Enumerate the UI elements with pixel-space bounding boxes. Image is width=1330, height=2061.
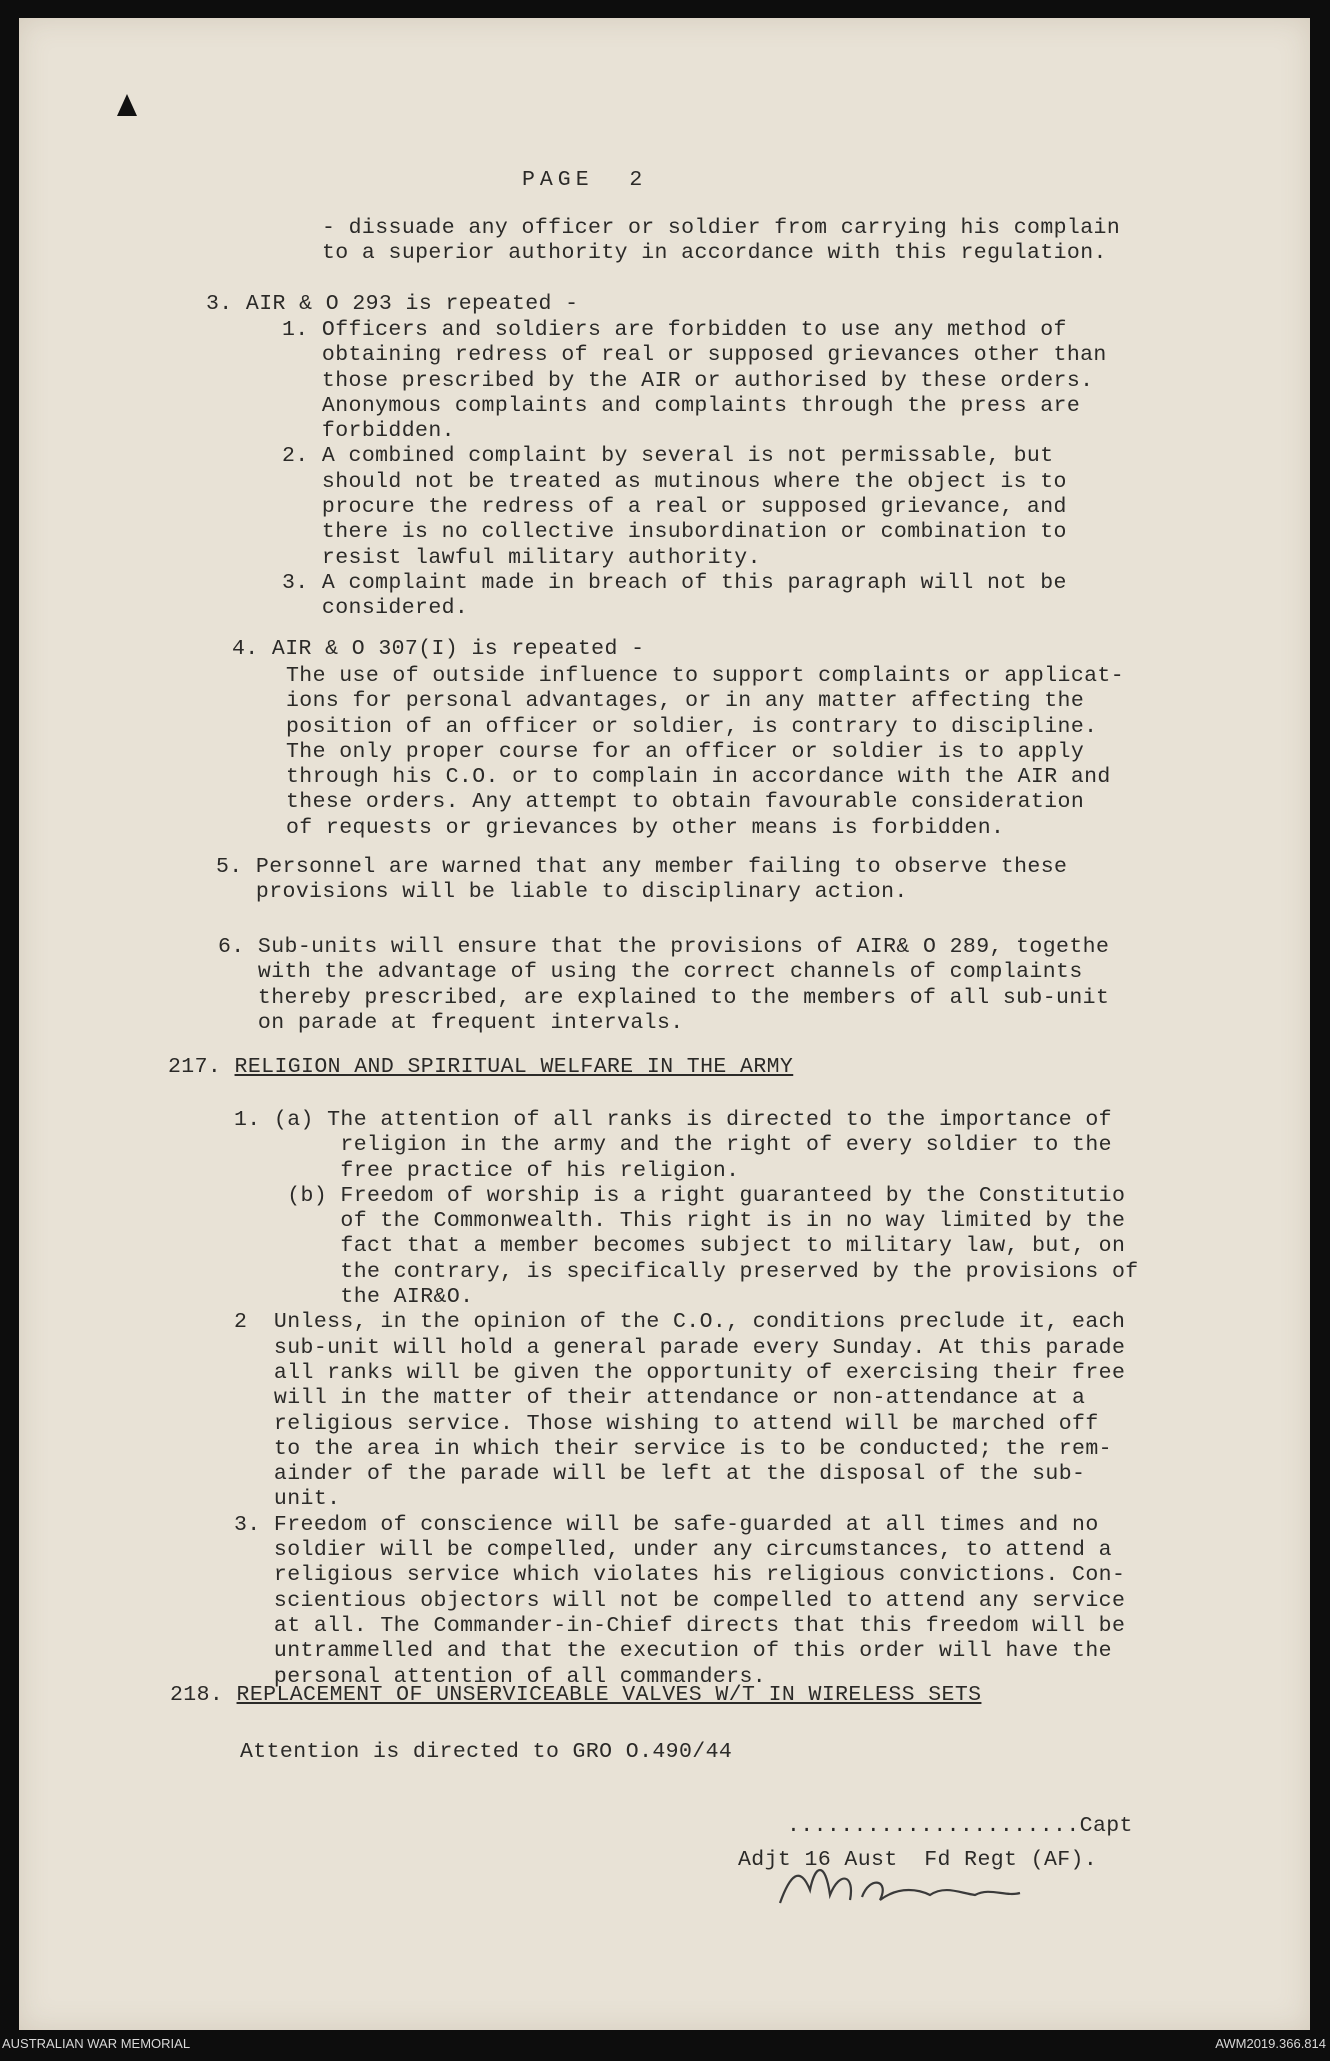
para6-line: with the advantage of using the correct channels of complaints xyxy=(218,960,1083,985)
para5-line: provisions will be liable to disciplinary action. xyxy=(216,880,908,905)
section-217-line: will in the matter of their attendance or non-attendance at a xyxy=(234,1386,1086,1411)
section-217-line: unit. xyxy=(234,1487,341,1512)
section-217-items xyxy=(234,1108,1139,1690)
section-217-line: sub-unit will hold a general parade every Sunday. At this parade xyxy=(234,1335,1126,1360)
section-217-line: scientious objectors will not be compelled to attend any service xyxy=(234,1588,1126,1613)
footer-right: AWM2019.366.814 xyxy=(1215,2036,1326,2051)
para3-line: obtaining redress of real or supposed grievances other than xyxy=(282,343,1107,368)
section-217-line: untrammelled and that the execution of this order will have the xyxy=(234,1639,1112,1664)
para3-line: resist lawful military authority. xyxy=(282,545,761,570)
opening-lines xyxy=(322,216,1120,267)
para4-line: through his C.O. or to complain in accordance with the AIR and xyxy=(286,765,1111,790)
section-217-line: the AIR&O. xyxy=(234,1285,474,1310)
page-title: PAGE 2 xyxy=(522,168,648,192)
section-217-line: ainder of the parade will be left at the disposal of the sub- xyxy=(234,1462,1086,1487)
para6 xyxy=(218,935,1109,1036)
para6-line: thereby prescribed, are explained to the members of all sub-unit xyxy=(218,985,1110,1010)
para4-heading: 4. AIR & O 307(I) is repeated - xyxy=(232,637,645,661)
para3-heading: 3. AIR & O 293 is repeated - xyxy=(206,292,579,316)
section-217-line: personal attention of all commanders. xyxy=(234,1664,767,1689)
para3-line: Anonymous complaints and complaints through the press are xyxy=(282,393,1081,418)
para3-line: procure the redress of a real or supposed grievance, and xyxy=(282,495,1067,520)
signature-line: ......................Capt xyxy=(787,1814,1133,1838)
para4-line: The only proper course for an officer or soldier is to apply xyxy=(286,739,1085,764)
section-217-line: soldier will be compelled, under any circumstances, to attend a xyxy=(234,1538,1112,1563)
section-217-line: 1. (a) The attention of all ranks is directed to the importance of xyxy=(234,1108,1112,1132)
para3-line: 2. A combined complaint by several is not permissable, but xyxy=(282,444,1054,469)
punch-mark xyxy=(117,94,137,116)
footer-left: AUSTRALIAN WAR MEMORIAL xyxy=(2,2036,191,2051)
section-217-line: (b) Freedom of worship is a right guaranteed by the Constitutio xyxy=(234,1183,1126,1208)
para3-line: considered. xyxy=(282,596,469,621)
para3-line: should not be treated as mutinous where the object is to xyxy=(282,469,1067,494)
section-217-line: of the Commonwealth. This right is in no way limited by the xyxy=(234,1209,1126,1234)
para3-line: 1. Officers and soldiers are forbidden to use any method of xyxy=(282,318,1067,342)
para3-line: those prescribed by the AIR or authorised by these orders. xyxy=(282,368,1094,393)
para6-line: 6. Sub-units will ensure that the provisions of AIR& O 289, togethe xyxy=(218,935,1110,959)
para3-items xyxy=(282,318,1107,622)
para4-line: The use of outside influence to support complaints or applicat- xyxy=(286,664,1125,688)
section-218-heading: 218. REPLACEMENT OF UNSERVICEABLE VALVES W/T IN WIRELESS SETS xyxy=(170,1683,982,1707)
section-217-line: fact that a member becomes subject to military law, but, on xyxy=(234,1234,1126,1259)
para4-line: these orders. Any attempt to obtain favourable consideration xyxy=(286,790,1085,815)
section-217-line: the contrary, is specifically preserved by the provisions of xyxy=(234,1259,1139,1284)
section-217-line: 2 Unless, in the opinion of the C.O., conditions preclude it, each xyxy=(234,1310,1126,1335)
section-217-line: free practice of his religion. xyxy=(234,1158,740,1183)
section-217-line: at all. The Commander-in-Chief directs that this freedom will be xyxy=(234,1613,1126,1638)
section-218-body: Attention is directed to GRO O.490/44 xyxy=(240,1740,733,1764)
para3-line: forbidden. xyxy=(282,419,455,444)
section-217-line: religion in the army and the right of every soldier to the xyxy=(234,1133,1112,1158)
para4-line: ions for personal advantages, or in any matter affecting the xyxy=(286,689,1085,714)
para5-line: 5. Personnel are warned that any member failing to observe these xyxy=(216,855,1068,879)
section-217-heading: 217. RELIGION AND SPIRITUAL WELFARE IN THE ARMY xyxy=(168,1055,794,1079)
section-217-line: 3. Freedom of conscience will be safe-guarded at all times and no xyxy=(234,1512,1099,1537)
para5 xyxy=(216,855,1067,906)
para6-line: on parade at frequent intervals. xyxy=(218,1010,684,1035)
para3-line: there is no collective insubordination or combination to xyxy=(282,520,1067,545)
section-217-line: to the area in which their service is to be conducted; the rem- xyxy=(234,1436,1112,1461)
para4-line: of requests or grievances by other means is forbidden. xyxy=(286,815,1005,840)
signatory-title: Adjt 16 Aust Fd Regt (AF). xyxy=(738,1848,1098,1872)
para3-line: 3. A complaint made in breach of this paragraph will not be xyxy=(282,570,1067,595)
para4-line: position of an officer or soldier, is contrary to discipline. xyxy=(286,714,1098,739)
text-line: to a superior authority in accordance with this regulation. xyxy=(322,241,1107,266)
section-217-line: religious service which violates his religious convictions. Con- xyxy=(234,1563,1126,1588)
section-217-line: all ranks will be given the opportunity of exercising their free xyxy=(234,1360,1126,1385)
text-line: - dissuade any officer or soldier from carrying his complain xyxy=(322,216,1121,240)
para4-body xyxy=(286,664,1124,841)
section-217-line: religious service. Those wishing to attend will be marched off xyxy=(234,1411,1099,1436)
